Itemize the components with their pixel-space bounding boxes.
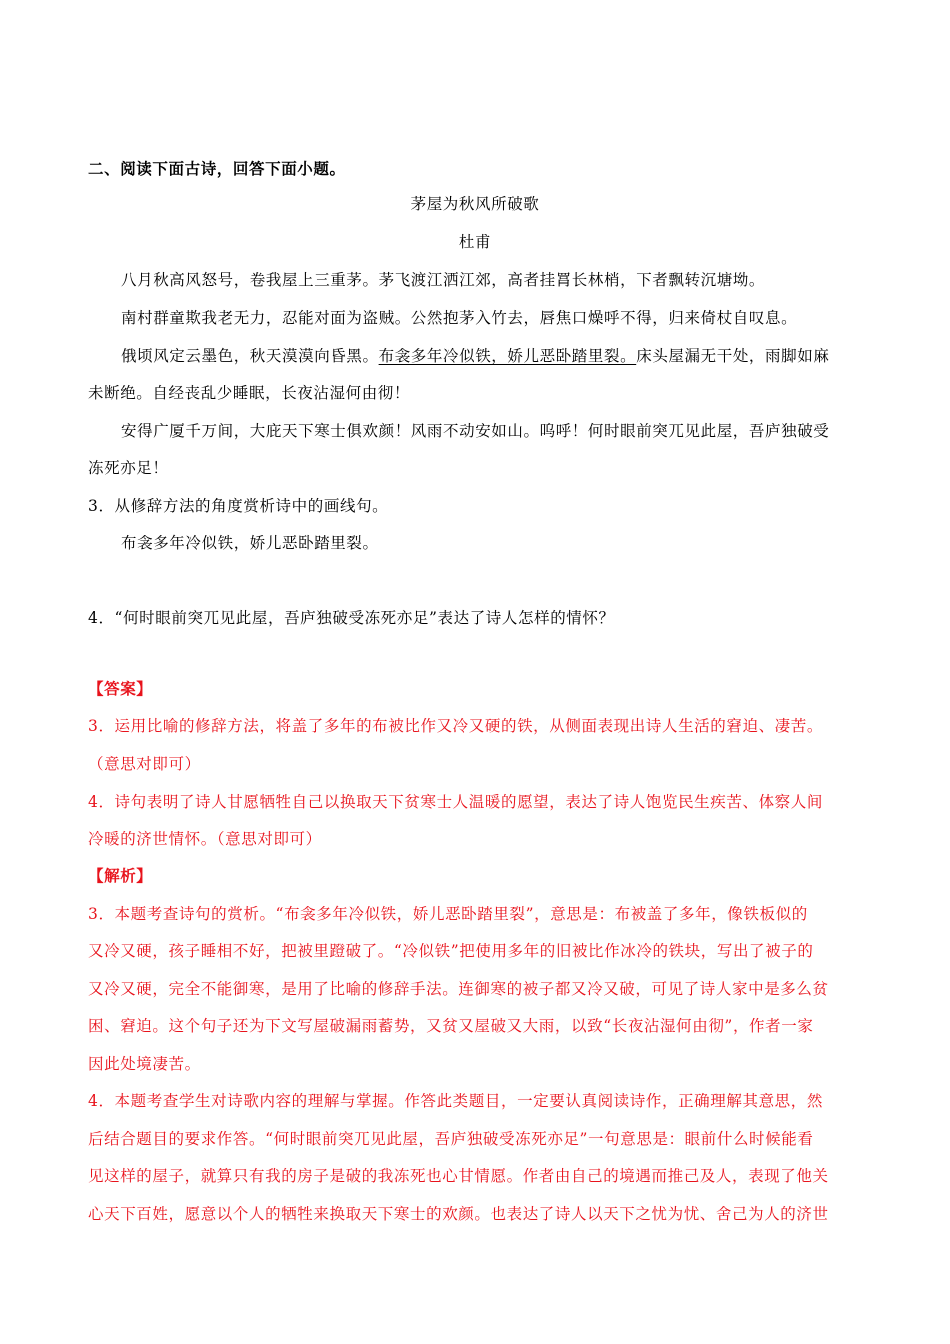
analysis-4-line-1: 4．本题考查学生对诗歌内容的理解与掌握。作答此类题目，一定要认真阅读诗作，正确理解其意思，然	[88, 1092, 823, 1110]
poem-stanza-1: 八月秋高风怒号，卷我屋上三重茅。茅飞渡江洒江郊，高者挂罥长林梢，下者飘转沉塘坳。	[121, 271, 766, 289]
analysis-3-line-4: 困、窘迫。这个句子还为下文写屋破漏雨蓄势，又贫又屋破又大雨，以致“长夜沾湿何由彻”，作者一家	[88, 1017, 814, 1035]
analysis-4-line-3: 见这样的屋子，就算只有我的房子是破的我冻死也心甘情愿。作者由自己的境遇而推己及人，表现了他关	[88, 1167, 829, 1185]
analysis-label: 【解析】	[88, 867, 153, 885]
analysis-4-line-2: 后结合题目的要求作答。“何时眼前突兀见此屋，吾庐独破受冻死亦足”一句意思是：眼前什么时候能看	[88, 1130, 814, 1148]
answer-3-line-2: （意思对即可）	[88, 755, 201, 773]
analysis-3-line-2: 又冷又硬，孩子睡相不好，把被里蹬破了。“冷似铁”把使用多年的旧被比作冰冷的铁块，写出了被子的	[88, 942, 814, 960]
poem-stanza-3-pre: 俄顷风定云墨色，秋天漠漠向昏黑。	[121, 347, 379, 365]
answer-4-line-2: 冷暖的济世情怀。（意思对即可）	[88, 830, 322, 848]
analysis-4-line-4: 心天下百姓，愿意以个人的牺牲来换取天下寒士的欢颜。也表达了诗人以天下之忧为忧、舍己为人的济世	[88, 1205, 829, 1223]
poem-title: 茅屋为秋风所破歌	[410, 195, 540, 213]
answer-4-line-1: 4．诗句表明了诗人甘愿牺牲自己以换取天下贫寒士人温暖的愿望，表达了诗人饱览民生疾苦、体察人间	[88, 793, 823, 811]
answer-label: 【答案】	[88, 680, 153, 698]
question-3: 3．从修辞方法的角度赏析诗中的画线句。	[88, 497, 389, 515]
question-3-quote: 布衾多年冷似铁，娇儿恶卧踏里裂。	[121, 534, 379, 552]
analysis-3-line-1: 3．本题考查诗句的赏析。“布衾多年冷似铁，娇儿恶卧踏里裂”，意思是：布被盖了多年，像铁板似的	[88, 905, 808, 923]
poem-stanza-2: 南村群童欺我老无力，忍能对面为盗贼。公然抱茅入竹去，唇焦口燥呼不得，归来倚杖自叹息。	[121, 309, 798, 327]
answer-3-line-1: 3．运用比喻的修辞方法，将盖了多年的布被比作又冷又硬的铁，从侧面表现出诗人生活的窘迫、凄苦。	[88, 717, 823, 735]
poem-stanza-4-continued: 冻死亦足！	[88, 459, 169, 477]
section-heading: 二、阅读下面古诗，回答下面小题。	[88, 160, 346, 178]
poem-author: 杜甫	[458, 233, 492, 251]
analysis-3-line-5: 因此处境凄苦。	[88, 1055, 201, 1073]
analysis-3-line-3: 又冷又硬，完全不能御寒，是用了比喻的修辞手法。连御寒的被子都又冷又破，可见了诗人家中是多么贫	[88, 980, 829, 998]
question-4: 4．“何时眼前突兀见此屋，吾庐独破受冻死亦足”表达了诗人怎样的情怀？	[88, 609, 615, 627]
poem-stanza-3-continued: 未断绝。自经丧乱少睡眠，长夜沾湿何由彻！	[88, 384, 411, 402]
underlined-line: 布衾多年冷似铁，娇儿恶卧踏里裂。	[378, 347, 637, 365]
poem-stanza-4: 安得广厦千万间，大庇天下寒士俱欢颜！风雨不动安如山。呜呼！何时眼前突兀见此屋，吾庐独破受	[121, 422, 830, 440]
poem-stanza-3	[121, 344, 829, 366]
poem-stanza-3-post: 床头屋漏无干处，雨脚如麻	[636, 347, 830, 365]
